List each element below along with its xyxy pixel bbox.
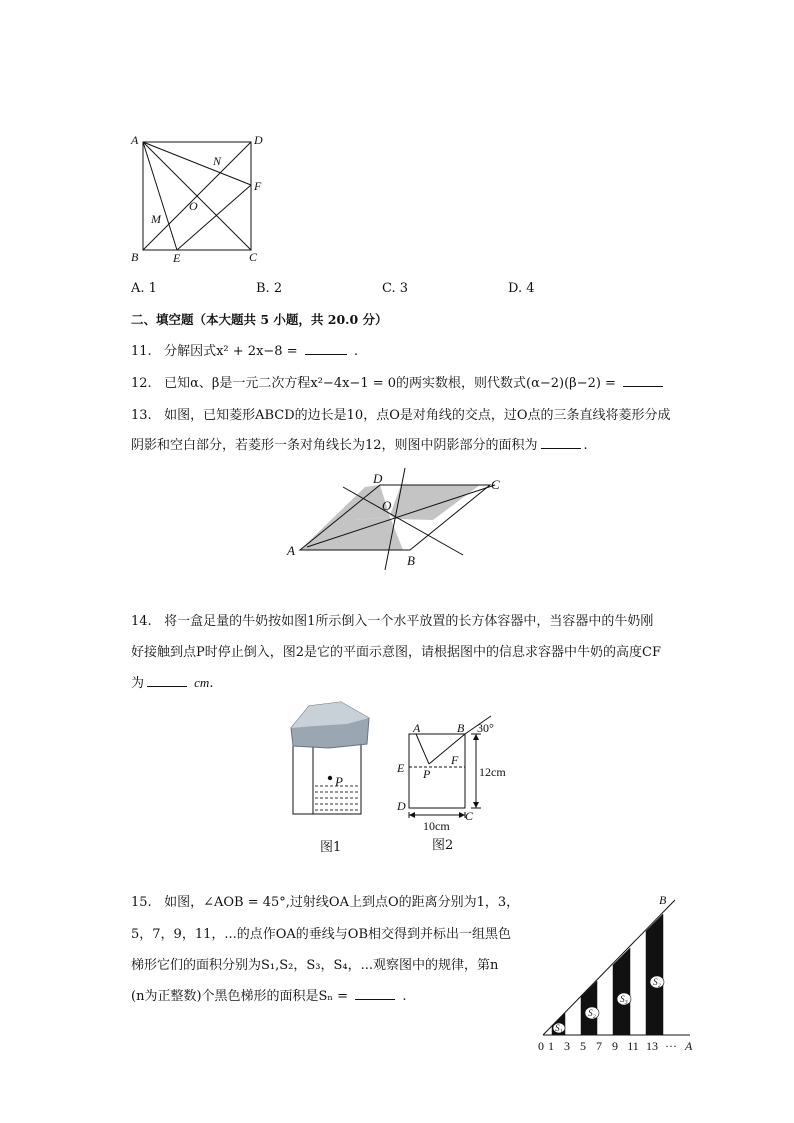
question-12 <box>131 374 666 394</box>
milk-level <box>315 786 359 810</box>
q12-number: 12. <box>131 376 152 391</box>
label-a: A <box>131 133 139 147</box>
q11-number: 11. <box>131 344 152 359</box>
container-rect <box>409 734 465 808</box>
segment-ap <box>416 734 429 764</box>
fig1-label-p: P <box>335 774 343 789</box>
fig2-label-p: P <box>423 767 431 781</box>
label-n: N <box>213 154 222 168</box>
figure-q14-fig2 <box>393 712 518 832</box>
label-o: O <box>189 199 198 213</box>
q15-answer-blank[interactable] <box>355 987 395 1000</box>
fig2-height: 12cm <box>479 765 506 779</box>
label-s4: S₂ <box>653 977 661 987</box>
figure-q13-rhombus <box>285 465 515 575</box>
label-c: C <box>249 250 258 264</box>
rhombus-label-a: A <box>287 543 295 558</box>
figure-q14-fig1 <box>285 700 375 825</box>
segment-pb <box>429 734 465 764</box>
segment-ae <box>143 142 177 250</box>
q12-answer-blank[interactable] <box>623 374 663 387</box>
fig2-label-e: E <box>397 761 405 775</box>
fig2-angle: 30° <box>477 721 494 735</box>
trapezoid-s4 <box>646 914 663 1035</box>
question-15-line1: 15. 如图，∠AOB = 45°,过射线OA上到点O的距离分别为1，3， <box>131 895 520 910</box>
rhombus-label-d: D <box>373 471 383 486</box>
q15-label-a: A <box>685 1039 693 1053</box>
section-title: 二、填空题（本大题共 5 小题，共 20.0 分） <box>131 312 388 327</box>
q12-text: 已知α、β是一元二次方程x²−4x−1 = 0的两实数根，则代数式(α−2)(β−2) = <box>164 376 621 391</box>
rhombus-label-b: B <box>407 553 415 568</box>
fig2-label-c: C <box>465 809 474 823</box>
label-s3: S₃ <box>620 994 628 1004</box>
label-f: F <box>254 179 262 193</box>
tick-3: 3 <box>564 1039 570 1053</box>
label-e: E <box>173 251 181 265</box>
tick-0: 0 <box>538 1039 544 1053</box>
question-14-line1: 14. 将一盒足量的牛奶按如图1所示倒入一个水平放置的长方体容器中，当容器中的牛奶刚 <box>131 614 654 629</box>
q11-answer-blank[interactable] <box>305 342 347 355</box>
q15-label-b: B <box>659 893 667 907</box>
label-m: M <box>151 212 161 226</box>
question-13-line1: 13. 如图，已知菱形ABCD的边长是10，点O是对角线的交点，过O点的三条直线将菱形分成 <box>131 408 671 423</box>
rhombus-label-c: C <box>491 477 500 492</box>
choice-d: D. 4 <box>508 281 535 296</box>
tick-5: 5 <box>580 1039 586 1053</box>
choice-c: C. 3 <box>382 281 409 296</box>
choice-b: B. 2 <box>256 281 283 296</box>
fig2-label-a: A <box>413 721 421 735</box>
tick-9: 9 <box>612 1039 618 1053</box>
tick-13: 13 <box>646 1039 658 1053</box>
fig2-label-d: D <box>397 799 406 813</box>
figure-q10 <box>125 130 275 265</box>
tick-7: 7 <box>596 1039 602 1053</box>
question-15-line3: 梯形它们的面积分别为S₁,S₂，S₃，S₄，...观察图中的规律，第n <box>131 958 499 973</box>
tick-11: 11 <box>627 1039 639 1053</box>
label-b: B <box>131 250 139 264</box>
question-11: 11. 分解因式x² + 2x−8 = . <box>131 344 358 359</box>
q13-answer-blank[interactable] <box>541 436 581 449</box>
tick-dots: ··· <box>665 1039 677 1053</box>
question-14-line3: 为 cm. <box>131 675 214 691</box>
q11-text: 分解因式x² + 2x−8 = <box>164 344 302 359</box>
q13-number: 13. <box>131 408 152 423</box>
question-14-line2: 好接触到点P时停止倒入，图2是它的平面示意图，请根据图中的信息求容器中牛奶的高度CF <box>131 645 661 660</box>
fig2-label-b: B <box>457 721 465 735</box>
container-front <box>293 742 361 814</box>
fig1-caption: 图1 <box>320 840 342 855</box>
q14-answer-blank[interactable] <box>147 674 187 687</box>
segment-ef <box>177 185 251 250</box>
label-s1: S₁ <box>555 1023 563 1033</box>
question-13-line2: 阴影和空白部分，若菱形一条对角线长为12，则图中阴影部分的面积为 . <box>131 438 588 453</box>
figure-q15 <box>535 890 695 1055</box>
choice-a: A. 1 <box>131 281 157 296</box>
question-15-line2: 5，7，9，11，...的点作OA的垂线与OB相交得到并标出一组黑色 <box>131 927 512 942</box>
fig2-caption: 图2 <box>432 838 454 853</box>
question-15-line4: (n为正整数)个黑色梯形的面积是Sₙ = . <box>131 989 407 1004</box>
fig2-label-f: F <box>451 753 459 767</box>
point-p <box>328 776 332 780</box>
fig2-width: 10cm <box>423 819 450 832</box>
rhombus-label-o: O <box>382 498 392 513</box>
q14-number: 14. <box>131 614 152 629</box>
label-s2: S₂ <box>588 1008 596 1018</box>
segment-af <box>143 142 251 185</box>
tick-1: 1 <box>548 1039 554 1053</box>
q15-number: 15. <box>131 895 152 910</box>
label-d: D <box>254 133 263 147</box>
